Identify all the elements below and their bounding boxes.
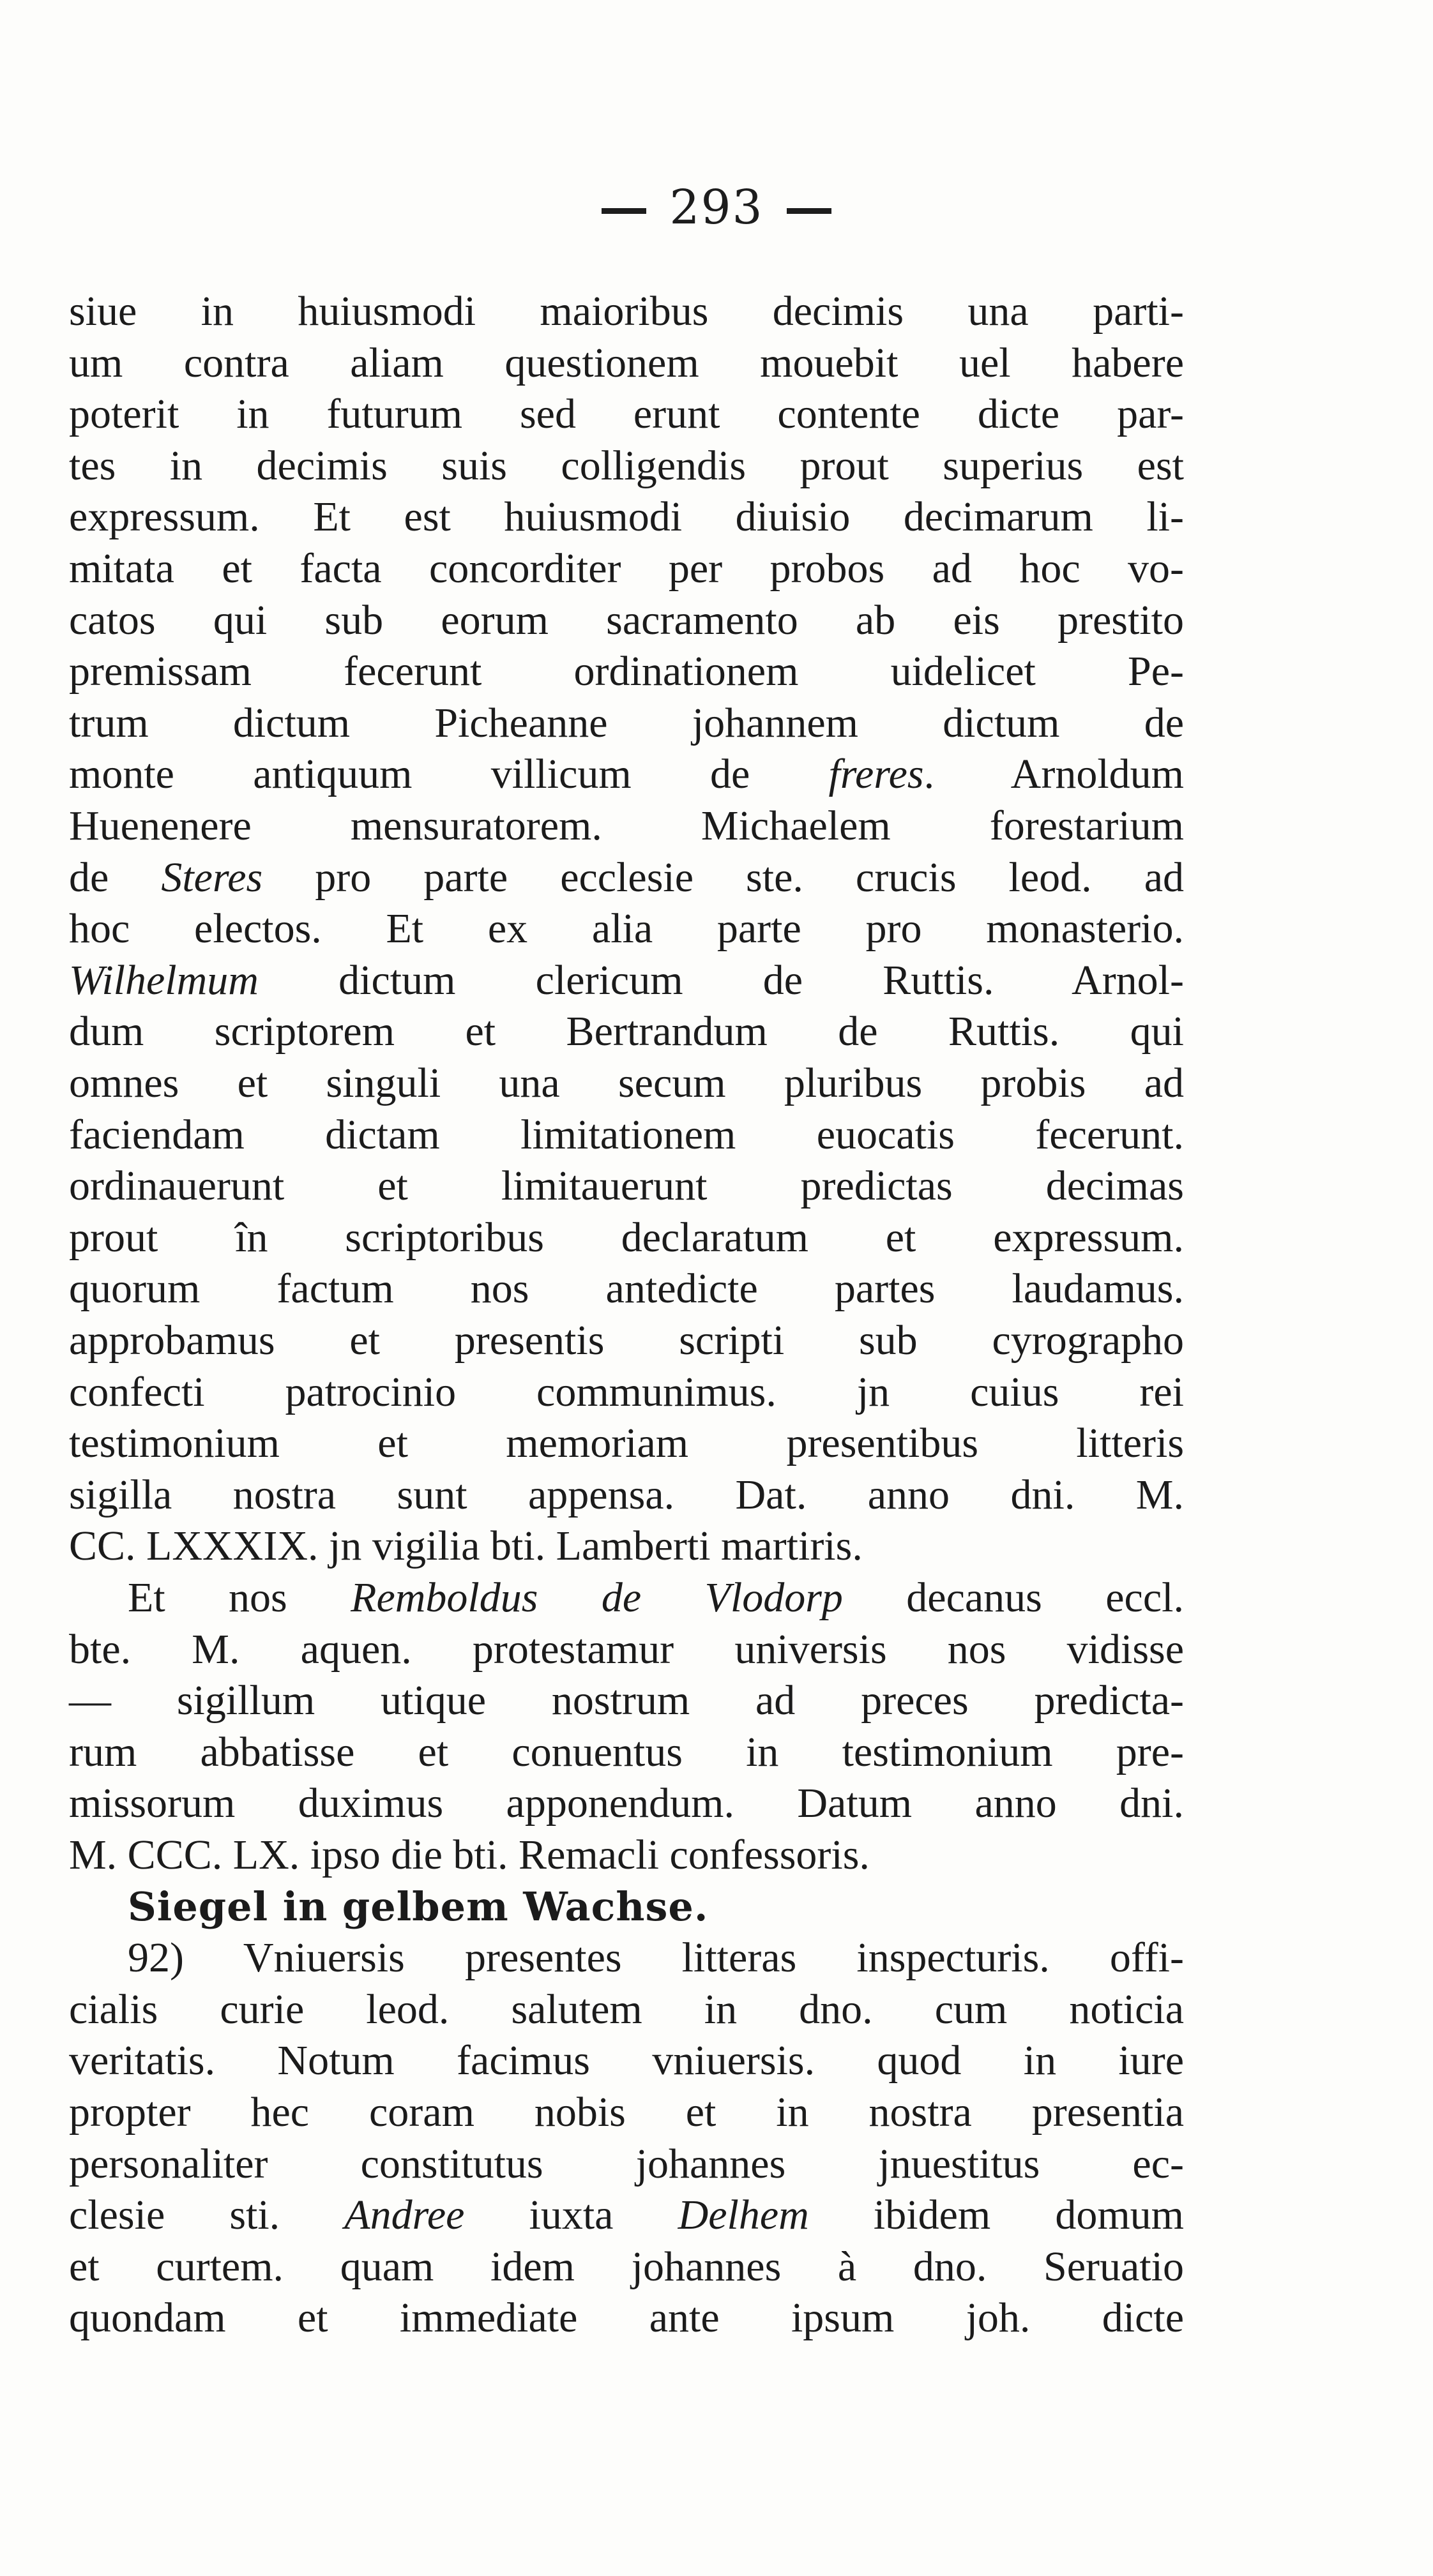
text-line: ordinauerunt et limitauerunt predictas decimas bbox=[69, 1163, 1184, 1209]
text-line: 92) Vniuersis presentes litteras inspecturis. offi- bbox=[128, 1934, 1184, 1981]
italic-name: Delhem bbox=[678, 2192, 809, 2238]
text-line: mitata et facta concorditer per probos ad hoc vo- bbox=[69, 545, 1184, 592]
text-line: trum dictum Picheanne johannem dictum de bbox=[69, 700, 1184, 746]
text-line: tes in decimis suis colligendis prout superius est bbox=[69, 442, 1184, 489]
italic-name: Andree bbox=[344, 2192, 465, 2238]
italic-name: freres bbox=[828, 751, 924, 797]
text-line: personaliter constitutus johannes jnuestitus ec- bbox=[69, 2141, 1184, 2187]
text-line: bte. M. aquen. protestamur universis nos vidisse bbox=[69, 1626, 1184, 1673]
text-line: missorum duximus apponendum. Datum anno dni. bbox=[69, 1780, 1184, 1827]
text-line: premissam fecerunt ordinationem uidelicet Pe- bbox=[69, 648, 1184, 695]
text-line: omnes et singuli una secum pluribus probis ad bbox=[69, 1060, 1184, 1106]
text-line: um contra aliam questionem mouebit uel habere bbox=[69, 340, 1184, 386]
text-line: CC. LXXXIX. jn vigilia bti. Lamberti martiris. bbox=[69, 1523, 863, 1569]
text-line: clesie sti. Andree iuxta Delhem ibidem domum bbox=[69, 2192, 1184, 2238]
italic-name: Steres bbox=[161, 854, 263, 901]
text-line: monte antiquum villicum de freres. Arnoldum bbox=[69, 751, 1184, 797]
text-line: M. CCC. LX. ipso die bti. Remacli confessoris. bbox=[69, 1832, 870, 1878]
text-line: quorum factum nos antedicte partes laudamus. bbox=[69, 1265, 1184, 1312]
page-number: 293 bbox=[669, 180, 764, 235]
text-line: Huenenere mensuratorem. Michaelem forestarium bbox=[69, 802, 1184, 849]
text-line: catos qui sub eorum sacramento ab eis prestito bbox=[69, 597, 1184, 644]
text-line: expressum. Et est huiusmodi diuisio decimarum li- bbox=[69, 493, 1184, 540]
text-line: testimonium et memoriam presentibus litteris bbox=[69, 1420, 1184, 1466]
text-line: Et nos Remboldus de Vlodorp decanus eccl. bbox=[128, 1574, 1184, 1621]
text-line: — sigillum utique nostrum ad preces predicta- bbox=[69, 1677, 1184, 1724]
italic-name: Remboldus de Vlodorp bbox=[351, 1574, 843, 1621]
text-line: cialis curie leod. salutem in dno. cum noticia bbox=[69, 1986, 1184, 2033]
text-line: hoc electos. Et ex alia parte pro monasterio. bbox=[69, 905, 1184, 952]
text-line: de Steres pro parte ecclesie ste. crucis leod. ad bbox=[69, 854, 1185, 901]
text-line: quondam et immediate ante ipsum joh. dicte bbox=[69, 2294, 1184, 2341]
text-line: poterit in futurum sed erunt contente dicte par- bbox=[69, 391, 1184, 437]
text-line: propter hec coram nobis et in nostra presentia bbox=[69, 2089, 1184, 2135]
text-line: prout în scriptoribus declaratum et expressum. bbox=[69, 1214, 1184, 1261]
text-line: Siegel in gelbem Wachse. bbox=[128, 1883, 709, 1930]
text-line: faciendam dictam limitationem euocatis fecerunt. bbox=[69, 1111, 1184, 1158]
text-line: sigilla nostra sunt appensa. Dat. anno dni. M. bbox=[69, 1472, 1184, 1518]
text-line: confecti patrocinio communimus. jn cuius rei bbox=[69, 1369, 1184, 1415]
text-line: rum abbatisse et conuentus in testimonium pre- bbox=[69, 1729, 1184, 1775]
italic-name: Wilhelmum bbox=[69, 957, 259, 1004]
text-line: et curtem. quam idem johannes à dno. Seruatio bbox=[69, 2243, 1184, 2290]
text-line: veritatis. Notum facimus vniuersis. quod in iure bbox=[69, 2037, 1184, 2084]
text-line: Wilhelmum dictum clericum de Ruttis. Arnol- bbox=[69, 957, 1184, 1004]
text-line: dum scriptorem et Bertrandum de Ruttis. qui bbox=[69, 1008, 1184, 1055]
text-line: approbamus et presentis scripti sub cyrographo bbox=[69, 1317, 1184, 1364]
text-line: siue in huiusmodi maioribus decimis una parti- bbox=[69, 288, 1184, 335]
